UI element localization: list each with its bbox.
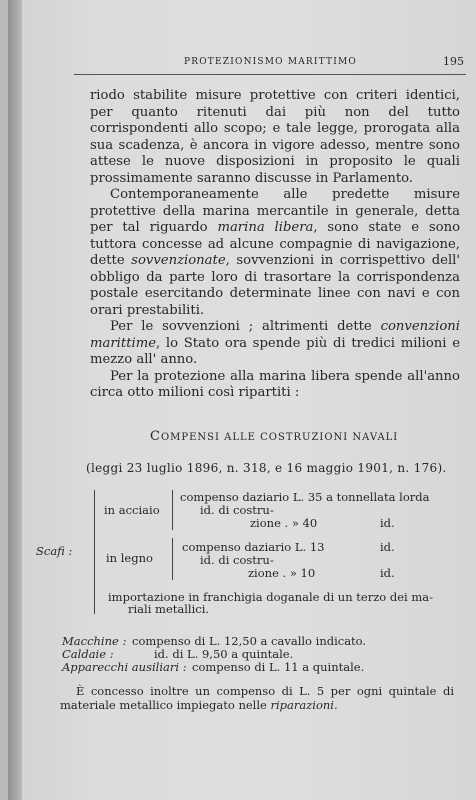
- acciaio-row-3-unit: id.: [380, 516, 395, 530]
- law-reference: (leggi 23 luglio 1896, n. 318, e 16 maggio 1901, n. 176).: [86, 461, 447, 475]
- importazione-line-2: riali metallici.: [128, 602, 210, 616]
- scafi-label: Scafi :: [36, 544, 73, 558]
- footer-note: È concesso inoltre un compenso di L. 5 per ogni quintale di materiale metallico impiegato nelle riparazioni.: [60, 684, 454, 712]
- macchine-text: compenso di L. 12,50 a cavallo indicato.: [132, 634, 367, 648]
- body-text: [90, 88, 460, 402]
- apparecchi-text: compenso di L. 11 a quintale.: [192, 660, 365, 674]
- acciaio-row-2: id. di costru-: [200, 503, 274, 517]
- acciaio-label: in acciaio: [104, 503, 160, 517]
- macchine-label: Macchine :: [62, 634, 127, 648]
- legno-row-1-unit: id.: [380, 540, 395, 554]
- acciaio-row-3: zione . » 40: [250, 516, 318, 530]
- apparecchi-label: Apparecchi ausiliari :: [62, 660, 187, 674]
- legno-brace: [172, 538, 176, 580]
- legno-row-3-unit: id.: [380, 566, 395, 580]
- legno-row-2: id. di costru-: [200, 553, 274, 567]
- acciaio-row-1: compenso daziario L. 35 a tonnellata lorda: [180, 490, 430, 504]
- running-title: PROTEZIONISMO MARITTIMO: [184, 57, 357, 67]
- paragraph-2: Contemporaneamente alle predette misure protettive della marina mercantile in generale, detta per tal riguardo marina libera, sono state e sono tuttora concesse ad alcune compagnie di navigazione, dette sovvenzionate, sovvenzioni in corrispettivo dell' obbligo da parte loro di trasortare la corrispondenza postale esercitando determinate linee con navi e con orari prestabiliti.: [90, 187, 461, 318]
- outer-brace-line: [94, 490, 96, 614]
- legno-row-3: zione . » 10: [248, 566, 316, 580]
- page-number: 195: [443, 55, 464, 68]
- acciaio-brace: [172, 490, 176, 530]
- book-page: [8, 0, 476, 800]
- paragraph-4: Per la protezione alla marina libera spende all'anno circa otto milioni così ripartiti :: [90, 368, 460, 400]
- legno-row-1: compenso daziario L. 13: [182, 540, 325, 554]
- paragraph-1: riodo stabilite misure protettive con criteri identici, per quanto ritenuti dai più non del tutto corrispondenti allo scopo; e tale legge, prorogata alla sua scadenza, è ancora in vigore adesso, mentre sono attese le nuove disposizioni in proposito le quali prossimamente saranno discusse in Parlamento.: [90, 88, 460, 186]
- caldaie-label: Caldaie :: [62, 647, 114, 661]
- importazione-line-1: importazione in franchigia doganale di un terzo dei ma-: [108, 590, 433, 604]
- page-gutter-shadow: [8, 0, 22, 800]
- page-header: [74, 52, 466, 75]
- caldaie-text: id. di L. 9,50 a quintale.: [154, 647, 294, 661]
- legno-label: in legno: [106, 551, 153, 565]
- section-title: COMPENSI ALLE COSTRUZIONI NAVALI: [150, 429, 399, 444]
- paragraph-3: Per le sovvenzioni ; altrimenti dette convenzioni marittime, lo Stato ora spende più di tredici milioni e mezzo all' anno.: [90, 319, 460, 367]
